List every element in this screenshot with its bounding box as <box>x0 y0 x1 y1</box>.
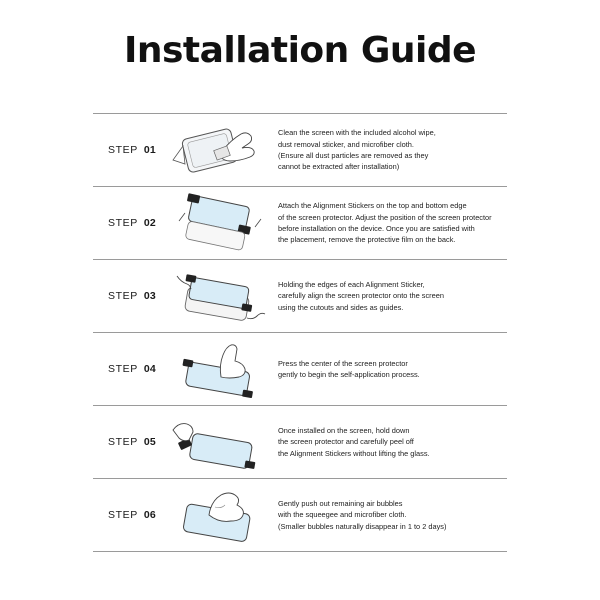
step-number: 01 <box>143 144 156 156</box>
step-label <box>108 363 156 375</box>
step-05 <box>93 406 507 479</box>
step-06 <box>93 479 507 552</box>
step-word: STEP <box>108 436 138 448</box>
step-description <box>278 406 506 478</box>
step-description-line: before installation on the device. Once you are satisfied with <box>278 224 475 233</box>
step-word: STEP <box>108 363 138 375</box>
step-description-line: the Alignment Stickers without lifting the glass. <box>278 448 430 458</box>
step-description-line: (Smaller bubbles naturally disappear in 1 to 2 days) <box>278 521 447 531</box>
alignment-stickers-icon <box>163 193 273 253</box>
step-label <box>108 290 156 302</box>
step-description-line: with the squeegee and microfiber cloth. <box>278 510 407 520</box>
step-word: STEP <box>108 509 138 521</box>
step-label <box>108 144 156 156</box>
step-01 <box>93 114 507 187</box>
steps-list <box>93 113 507 552</box>
step-description <box>278 260 506 332</box>
step-description-line: carefully align the screen protector onto the screen <box>278 291 444 301</box>
step-description-line: (Ensure all dust particles are removed as they <box>278 151 429 160</box>
step-description-line: Once installed on the screen, hold down <box>278 425 410 435</box>
step-number: 04 <box>143 363 156 375</box>
step-description-line: the placement, remove the protective film on the back. <box>278 235 456 245</box>
step-label <box>108 509 156 521</box>
step-description-line: using the cutouts and sides as guides. <box>278 302 404 312</box>
step-word: STEP <box>108 217 138 229</box>
squeegee-bubbles-icon <box>163 485 273 545</box>
step-description <box>278 114 506 186</box>
step-word: STEP <box>108 144 138 156</box>
step-description-line: Gently push out remaining air bubbles <box>278 498 403 508</box>
step-description-line: of the screen protector. Adjust the position of the screen protector <box>278 212 492 222</box>
step-number: 02 <box>143 217 156 229</box>
step-label <box>108 436 156 448</box>
step-number: 06 <box>143 509 156 521</box>
step-description-line: Attach the Alignment Stickers on the top and bottom edge <box>278 201 467 211</box>
step-description-line: the screen protector and carefully peel off <box>278 437 414 447</box>
step-description-line: dust removal sticker, and microfiber cloth. <box>278 139 414 149</box>
step-description <box>278 479 506 551</box>
align-protector-icon <box>163 266 273 326</box>
step-label <box>108 217 156 229</box>
press-center-icon <box>163 339 273 399</box>
step-word: STEP <box>108 290 138 302</box>
step-03 <box>93 260 507 333</box>
step-02 <box>93 187 507 260</box>
step-description <box>278 187 506 259</box>
page-title: Installation Guide <box>123 30 477 71</box>
step-number: 03 <box>143 290 156 302</box>
step-description-line: Holding the edges of each Alignment Sticker, <box>278 279 425 289</box>
step-description-line: Press the center of the screen protector <box>278 358 408 368</box>
step-description-line: Clean the screen with the included alcohol wipe, <box>278 128 436 138</box>
step-description-line: cannot be extracted after installation) <box>278 162 400 172</box>
wipe-screen-icon <box>163 120 273 180</box>
peel-stickers-icon <box>163 412 273 472</box>
step-04 <box>93 333 507 406</box>
step-description-line: gently to begin the self-application process. <box>278 370 420 379</box>
step-number: 05 <box>143 436 156 448</box>
step-description <box>278 333 506 405</box>
